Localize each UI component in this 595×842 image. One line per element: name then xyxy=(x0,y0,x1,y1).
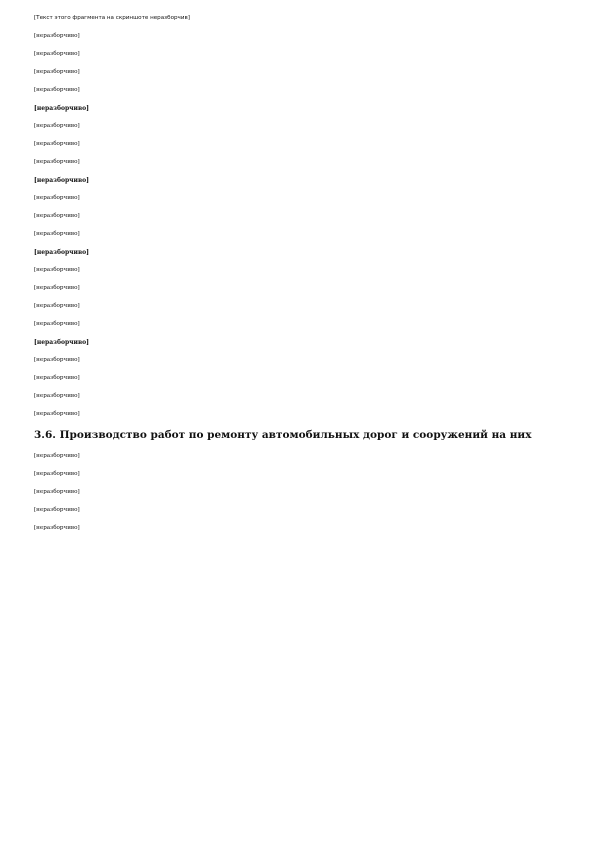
section-body-text xyxy=(34,452,561,533)
paragraph: [неразборчиво] xyxy=(34,159,80,165)
subsection-heading: [неразборчиво] xyxy=(34,249,90,256)
paragraph: [неразборчиво] xyxy=(34,33,80,39)
paragraph: [неразборчиво] xyxy=(34,375,80,381)
paragraph: [неразборчиво] xyxy=(34,489,80,495)
paragraph: [неразборчиво] xyxy=(34,525,80,531)
paragraph: [неразборчиво] xyxy=(34,285,80,291)
scan-notice: [Текст этого фрагмента на скриншоте неразборчив] xyxy=(34,15,190,21)
paragraph: [неразборчиво] xyxy=(34,507,80,513)
paragraph: [неразборчиво] xyxy=(34,231,80,237)
paragraph: [неразборчиво] xyxy=(34,51,80,57)
paragraph: [неразборчиво] xyxy=(34,87,80,93)
paragraph: [неразборчиво] xyxy=(34,213,80,219)
paragraph: [неразборчиво] xyxy=(34,453,80,459)
section-heading: 3.6. Производство работ по ремонту автомобильных дорог и сооружений на них xyxy=(34,429,532,441)
paragraph: [неразборчиво] xyxy=(34,357,80,363)
paragraph: [неразборчиво] xyxy=(34,393,80,399)
paragraph: [неразборчиво] xyxy=(34,195,80,201)
paragraph: [неразборчиво] xyxy=(34,267,80,273)
body-text xyxy=(34,32,561,419)
subsection-heading: [неразборчиво] xyxy=(34,177,90,184)
paragraph: [неразборчиво] xyxy=(34,411,80,417)
paragraph: [неразборчиво] xyxy=(34,69,80,75)
subsection-heading: [неразборчиво] xyxy=(34,339,90,346)
paragraph: [неразборчиво] xyxy=(34,141,80,147)
paragraph: [неразборчиво] xyxy=(34,123,80,129)
paragraph: [неразборчиво] xyxy=(34,303,80,309)
subsection-heading: [неразборчиво] xyxy=(34,105,90,112)
paragraph: [неразборчиво] xyxy=(34,321,80,327)
paragraph: [неразборчиво] xyxy=(34,471,80,477)
